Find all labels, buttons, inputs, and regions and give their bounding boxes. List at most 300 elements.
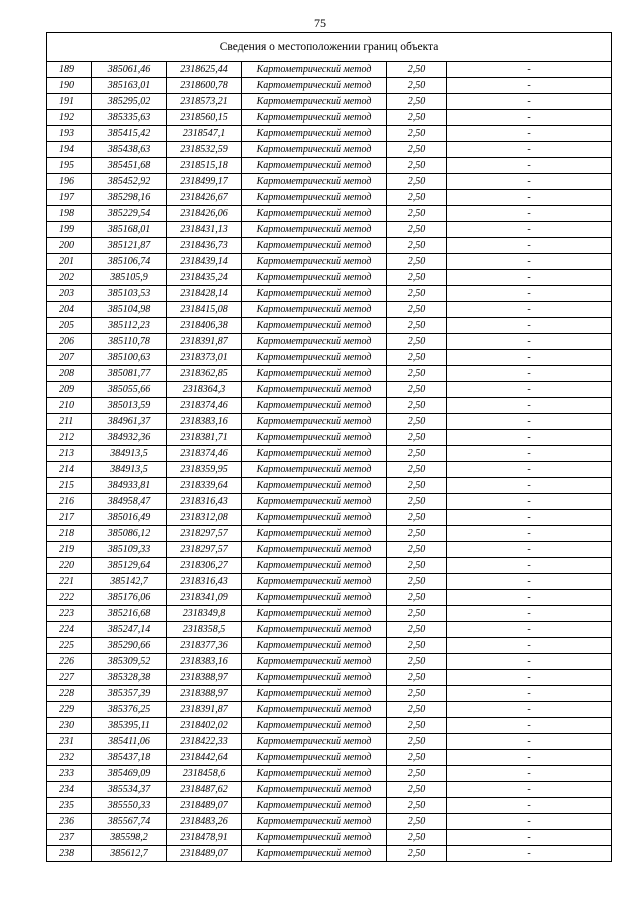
x-coordinate-cell: 385335,63 bbox=[92, 110, 167, 126]
y-coordinate-cell: 2318560,15 bbox=[167, 110, 242, 126]
note-cell: - bbox=[447, 718, 612, 734]
table-row bbox=[47, 542, 612, 558]
method-cell: Картометрический метод bbox=[242, 158, 387, 174]
y-coordinate-cell: 2318297,57 bbox=[167, 526, 242, 542]
note-cell: - bbox=[447, 190, 612, 206]
accuracy-cell: 2,50 bbox=[387, 750, 447, 766]
method-cell: Картометрический метод bbox=[242, 638, 387, 654]
y-coordinate-cell: 2318428,14 bbox=[167, 286, 242, 302]
point-number-cell: 226 bbox=[47, 654, 92, 670]
point-number-cell: 210 bbox=[47, 398, 92, 414]
method-cell: Картометрический метод bbox=[242, 670, 387, 686]
method-cell: Картометрический метод bbox=[242, 446, 387, 462]
x-coordinate-cell: 385534,37 bbox=[92, 782, 167, 798]
x-coordinate-cell: 385168,01 bbox=[92, 222, 167, 238]
table-row bbox=[47, 238, 612, 254]
table-row bbox=[47, 526, 612, 542]
point-number-cell: 201 bbox=[47, 254, 92, 270]
accuracy-cell: 2,50 bbox=[387, 158, 447, 174]
note-cell: - bbox=[447, 126, 612, 142]
accuracy-cell: 2,50 bbox=[387, 814, 447, 830]
accuracy-cell: 2,50 bbox=[387, 462, 447, 478]
accuracy-cell: 2,50 bbox=[387, 174, 447, 190]
x-coordinate-cell: 385328,38 bbox=[92, 670, 167, 686]
method-cell: Картометрический метод bbox=[242, 478, 387, 494]
x-coordinate-cell: 385357,39 bbox=[92, 686, 167, 702]
accuracy-cell: 2,50 bbox=[387, 334, 447, 350]
note-cell: - bbox=[447, 78, 612, 94]
note-cell: - bbox=[447, 558, 612, 574]
accuracy-cell: 2,50 bbox=[387, 142, 447, 158]
x-coordinate-cell: 384913,5 bbox=[92, 446, 167, 462]
method-cell: Картометрический метод bbox=[242, 654, 387, 670]
table-row bbox=[47, 846, 612, 862]
point-number-cell: 198 bbox=[47, 206, 92, 222]
note-cell: - bbox=[447, 270, 612, 286]
method-cell: Картометрический метод bbox=[242, 830, 387, 846]
x-coordinate-cell: 385105,9 bbox=[92, 270, 167, 286]
y-coordinate-cell: 2318442,64 bbox=[167, 750, 242, 766]
accuracy-cell: 2,50 bbox=[387, 494, 447, 510]
x-coordinate-cell: 385216,68 bbox=[92, 606, 167, 622]
method-cell: Картометрический метод bbox=[242, 286, 387, 302]
accuracy-cell: 2,50 bbox=[387, 590, 447, 606]
method-cell: Картометрический метод bbox=[242, 222, 387, 238]
y-coordinate-cell: 2318489,07 bbox=[167, 798, 242, 814]
table-row bbox=[47, 430, 612, 446]
method-cell: Картометрический метод bbox=[242, 782, 387, 798]
y-coordinate-cell: 2318316,43 bbox=[167, 494, 242, 510]
table-row bbox=[47, 462, 612, 478]
accuracy-cell: 2,50 bbox=[387, 782, 447, 798]
table-row bbox=[47, 350, 612, 366]
point-number-cell: 238 bbox=[47, 846, 92, 862]
y-coordinate-cell: 2318499,17 bbox=[167, 174, 242, 190]
note-cell: - bbox=[447, 590, 612, 606]
note-cell: - bbox=[447, 158, 612, 174]
point-number-cell: 233 bbox=[47, 766, 92, 782]
note-cell: - bbox=[447, 766, 612, 782]
boundary-table bbox=[46, 32, 612, 862]
table-row bbox=[47, 686, 612, 702]
y-coordinate-cell: 2318483,26 bbox=[167, 814, 242, 830]
y-coordinate-cell: 2318600,78 bbox=[167, 78, 242, 94]
x-coordinate-cell: 385121,87 bbox=[92, 238, 167, 254]
table-row bbox=[47, 222, 612, 238]
note-cell: - bbox=[447, 734, 612, 750]
y-coordinate-cell: 2318388,97 bbox=[167, 670, 242, 686]
y-coordinate-cell: 2318415,08 bbox=[167, 302, 242, 318]
x-coordinate-cell: 385176,06 bbox=[92, 590, 167, 606]
point-number-cell: 197 bbox=[47, 190, 92, 206]
y-coordinate-cell: 2318406,38 bbox=[167, 318, 242, 334]
point-number-cell: 207 bbox=[47, 350, 92, 366]
method-cell: Картометрический метод bbox=[242, 382, 387, 398]
table-row bbox=[47, 78, 612, 94]
y-coordinate-cell: 2318297,57 bbox=[167, 542, 242, 558]
accuracy-cell: 2,50 bbox=[387, 446, 447, 462]
y-coordinate-cell: 2318431,13 bbox=[167, 222, 242, 238]
note-cell: - bbox=[447, 606, 612, 622]
point-number-cell: 228 bbox=[47, 686, 92, 702]
y-coordinate-cell: 2318383,16 bbox=[167, 414, 242, 430]
y-coordinate-cell: 2318377,36 bbox=[167, 638, 242, 654]
note-cell: - bbox=[447, 334, 612, 350]
y-coordinate-cell: 2318339,64 bbox=[167, 478, 242, 494]
note-cell: - bbox=[447, 798, 612, 814]
y-coordinate-cell: 2318532,59 bbox=[167, 142, 242, 158]
point-number-cell: 190 bbox=[47, 78, 92, 94]
note-cell: - bbox=[447, 206, 612, 222]
point-number-cell: 230 bbox=[47, 718, 92, 734]
table-title: Сведения о местоположении границ объекта bbox=[47, 33, 612, 62]
point-number-cell: 236 bbox=[47, 814, 92, 830]
method-cell: Картометрический метод bbox=[242, 302, 387, 318]
note-cell: - bbox=[447, 702, 612, 718]
point-number-cell: 206 bbox=[47, 334, 92, 350]
accuracy-cell: 2,50 bbox=[387, 606, 447, 622]
x-coordinate-cell: 384961,37 bbox=[92, 414, 167, 430]
table-row bbox=[47, 766, 612, 782]
y-coordinate-cell: 2318426,67 bbox=[167, 190, 242, 206]
x-coordinate-cell: 385247,14 bbox=[92, 622, 167, 638]
accuracy-cell: 2,50 bbox=[387, 62, 447, 78]
point-number-cell: 222 bbox=[47, 590, 92, 606]
method-cell: Картометрический метод bbox=[242, 766, 387, 782]
table-row bbox=[47, 494, 612, 510]
accuracy-cell: 2,50 bbox=[387, 670, 447, 686]
table-row bbox=[47, 654, 612, 670]
method-cell: Картометрический метод bbox=[242, 574, 387, 590]
table-row bbox=[47, 510, 612, 526]
point-number-cell: 223 bbox=[47, 606, 92, 622]
y-coordinate-cell: 2318458,6 bbox=[167, 766, 242, 782]
point-number-cell: 231 bbox=[47, 734, 92, 750]
accuracy-cell: 2,50 bbox=[387, 622, 447, 638]
note-cell: - bbox=[447, 446, 612, 462]
accuracy-cell: 2,50 bbox=[387, 302, 447, 318]
accuracy-cell: 2,50 bbox=[387, 94, 447, 110]
table-row bbox=[47, 830, 612, 846]
x-coordinate-cell: 385411,06 bbox=[92, 734, 167, 750]
method-cell: Картометрический метод bbox=[242, 846, 387, 862]
point-number-cell: 199 bbox=[47, 222, 92, 238]
note-cell: - bbox=[447, 510, 612, 526]
point-number-cell: 203 bbox=[47, 286, 92, 302]
method-cell: Картометрический метод bbox=[242, 590, 387, 606]
accuracy-cell: 2,50 bbox=[387, 526, 447, 542]
accuracy-cell: 2,50 bbox=[387, 638, 447, 654]
note-cell: - bbox=[447, 238, 612, 254]
table-row bbox=[47, 190, 612, 206]
x-coordinate-cell: 385229,54 bbox=[92, 206, 167, 222]
table-row bbox=[47, 286, 612, 302]
y-coordinate-cell: 2318383,16 bbox=[167, 654, 242, 670]
y-coordinate-cell: 2318373,01 bbox=[167, 350, 242, 366]
accuracy-cell: 2,50 bbox=[387, 382, 447, 398]
point-number-cell: 235 bbox=[47, 798, 92, 814]
method-cell: Картометрический метод bbox=[242, 510, 387, 526]
table-row bbox=[47, 814, 612, 830]
method-cell: Картометрический метод bbox=[242, 494, 387, 510]
method-cell: Картометрический метод bbox=[242, 238, 387, 254]
note-cell: - bbox=[447, 622, 612, 638]
x-coordinate-cell: 385112,23 bbox=[92, 318, 167, 334]
table-row bbox=[47, 398, 612, 414]
accuracy-cell: 2,50 bbox=[387, 206, 447, 222]
x-coordinate-cell: 385106,74 bbox=[92, 254, 167, 270]
note-cell: - bbox=[447, 254, 612, 270]
x-coordinate-cell: 384958,47 bbox=[92, 494, 167, 510]
accuracy-cell: 2,50 bbox=[387, 718, 447, 734]
y-coordinate-cell: 2318306,27 bbox=[167, 558, 242, 574]
table-row bbox=[47, 302, 612, 318]
method-cell: Картометрический метод bbox=[242, 190, 387, 206]
method-cell: Картометрический метод bbox=[242, 462, 387, 478]
note-cell: - bbox=[447, 782, 612, 798]
accuracy-cell: 2,50 bbox=[387, 766, 447, 782]
method-cell: Картометрический метод bbox=[242, 718, 387, 734]
note-cell: - bbox=[447, 830, 612, 846]
accuracy-cell: 2,50 bbox=[387, 190, 447, 206]
x-coordinate-cell: 385142,7 bbox=[92, 574, 167, 590]
method-cell: Картометрический метод bbox=[242, 542, 387, 558]
note-cell: - bbox=[447, 366, 612, 382]
y-coordinate-cell: 2318391,87 bbox=[167, 702, 242, 718]
y-coordinate-cell: 2318359,95 bbox=[167, 462, 242, 478]
note-cell: - bbox=[447, 638, 612, 654]
point-number-cell: 209 bbox=[47, 382, 92, 398]
point-number-cell: 213 bbox=[47, 446, 92, 462]
accuracy-cell: 2,50 bbox=[387, 542, 447, 558]
table-row bbox=[47, 206, 612, 222]
x-coordinate-cell: 385295,02 bbox=[92, 94, 167, 110]
note-cell: - bbox=[447, 222, 612, 238]
y-coordinate-cell: 2318349,8 bbox=[167, 606, 242, 622]
x-coordinate-cell: 385452,92 bbox=[92, 174, 167, 190]
x-coordinate-cell: 385469,09 bbox=[92, 766, 167, 782]
x-coordinate-cell: 384913,5 bbox=[92, 462, 167, 478]
table-row bbox=[47, 750, 612, 766]
note-cell: - bbox=[447, 142, 612, 158]
y-coordinate-cell: 2318374,46 bbox=[167, 398, 242, 414]
method-cell: Картометрический метод bbox=[242, 350, 387, 366]
accuracy-cell: 2,50 bbox=[387, 734, 447, 750]
table-row bbox=[47, 782, 612, 798]
method-cell: Картометрический метод bbox=[242, 398, 387, 414]
method-cell: Картометрический метод bbox=[242, 734, 387, 750]
point-number-cell: 232 bbox=[47, 750, 92, 766]
y-coordinate-cell: 2318381,71 bbox=[167, 430, 242, 446]
note-cell: - bbox=[447, 174, 612, 190]
x-coordinate-cell: 385055,66 bbox=[92, 382, 167, 398]
y-coordinate-cell: 2318312,08 bbox=[167, 510, 242, 526]
x-coordinate-cell: 385437,18 bbox=[92, 750, 167, 766]
accuracy-cell: 2,50 bbox=[387, 238, 447, 254]
point-number-cell: 214 bbox=[47, 462, 92, 478]
method-cell: Картометрический метод bbox=[242, 206, 387, 222]
table-row bbox=[47, 366, 612, 382]
table-row bbox=[47, 638, 612, 654]
table-row bbox=[47, 734, 612, 750]
note-cell: - bbox=[447, 574, 612, 590]
point-number-cell: 237 bbox=[47, 830, 92, 846]
point-number-cell: 218 bbox=[47, 526, 92, 542]
x-coordinate-cell: 385081,77 bbox=[92, 366, 167, 382]
accuracy-cell: 2,50 bbox=[387, 270, 447, 286]
point-number-cell: 192 bbox=[47, 110, 92, 126]
y-coordinate-cell: 2318316,43 bbox=[167, 574, 242, 590]
table-row bbox=[47, 414, 612, 430]
accuracy-cell: 2,50 bbox=[387, 110, 447, 126]
accuracy-cell: 2,50 bbox=[387, 686, 447, 702]
y-coordinate-cell: 2318374,46 bbox=[167, 446, 242, 462]
x-coordinate-cell: 384932,36 bbox=[92, 430, 167, 446]
note-cell: - bbox=[447, 654, 612, 670]
method-cell: Картометрический метод bbox=[242, 526, 387, 542]
note-cell: - bbox=[447, 686, 612, 702]
method-cell: Картометрический метод bbox=[242, 558, 387, 574]
y-coordinate-cell: 2318436,73 bbox=[167, 238, 242, 254]
accuracy-cell: 2,50 bbox=[387, 78, 447, 94]
note-cell: - bbox=[447, 750, 612, 766]
table-row bbox=[47, 798, 612, 814]
point-number-cell: 200 bbox=[47, 238, 92, 254]
table-row bbox=[47, 702, 612, 718]
x-coordinate-cell: 385309,52 bbox=[92, 654, 167, 670]
x-coordinate-cell: 385612,7 bbox=[92, 846, 167, 862]
x-coordinate-cell: 385013,59 bbox=[92, 398, 167, 414]
table-row bbox=[47, 574, 612, 590]
accuracy-cell: 2,50 bbox=[387, 654, 447, 670]
accuracy-cell: 2,50 bbox=[387, 254, 447, 270]
point-number-cell: 196 bbox=[47, 174, 92, 190]
accuracy-cell: 2,50 bbox=[387, 398, 447, 414]
table-row bbox=[47, 382, 612, 398]
point-number-cell: 229 bbox=[47, 702, 92, 718]
note-cell: - bbox=[447, 94, 612, 110]
method-cell: Картометрический метод bbox=[242, 110, 387, 126]
y-coordinate-cell: 2318341,09 bbox=[167, 590, 242, 606]
method-cell: Картометрический метод bbox=[242, 366, 387, 382]
method-cell: Картометрический метод bbox=[242, 606, 387, 622]
accuracy-cell: 2,50 bbox=[387, 286, 447, 302]
table-row bbox=[47, 94, 612, 110]
accuracy-cell: 2,50 bbox=[387, 222, 447, 238]
table-title-row bbox=[47, 33, 612, 62]
method-cell: Картометрический метод bbox=[242, 414, 387, 430]
note-cell: - bbox=[447, 350, 612, 366]
x-coordinate-cell: 385395,11 bbox=[92, 718, 167, 734]
accuracy-cell: 2,50 bbox=[387, 414, 447, 430]
note-cell: - bbox=[447, 414, 612, 430]
point-number-cell: 202 bbox=[47, 270, 92, 286]
accuracy-cell: 2,50 bbox=[387, 510, 447, 526]
y-coordinate-cell: 2318547,1 bbox=[167, 126, 242, 142]
point-number-cell: 193 bbox=[47, 126, 92, 142]
table-row bbox=[47, 254, 612, 270]
y-coordinate-cell: 2318426,06 bbox=[167, 206, 242, 222]
accuracy-cell: 2,50 bbox=[387, 366, 447, 382]
x-coordinate-cell: 384933,81 bbox=[92, 478, 167, 494]
point-number-cell: 194 bbox=[47, 142, 92, 158]
table-row bbox=[47, 606, 612, 622]
accuracy-cell: 2,50 bbox=[387, 318, 447, 334]
note-cell: - bbox=[447, 302, 612, 318]
note-cell: - bbox=[447, 430, 612, 446]
note-cell: - bbox=[447, 318, 612, 334]
x-coordinate-cell: 385100,63 bbox=[92, 350, 167, 366]
method-cell: Картометрический метод bbox=[242, 318, 387, 334]
method-cell: Картометрический метод bbox=[242, 270, 387, 286]
accuracy-cell: 2,50 bbox=[387, 126, 447, 142]
method-cell: Картометрический метод bbox=[242, 686, 387, 702]
accuracy-cell: 2,50 bbox=[387, 478, 447, 494]
note-cell: - bbox=[447, 846, 612, 862]
y-coordinate-cell: 2318364,3 bbox=[167, 382, 242, 398]
y-coordinate-cell: 2318489,07 bbox=[167, 846, 242, 862]
method-cell: Картометрический метод bbox=[242, 798, 387, 814]
method-cell: Картометрический метод bbox=[242, 750, 387, 766]
point-number-cell: 220 bbox=[47, 558, 92, 574]
table-row bbox=[47, 334, 612, 350]
accuracy-cell: 2,50 bbox=[387, 574, 447, 590]
x-coordinate-cell: 385567,74 bbox=[92, 814, 167, 830]
method-cell: Картометрический метод bbox=[242, 430, 387, 446]
point-number-cell: 204 bbox=[47, 302, 92, 318]
method-cell: Картометрический метод bbox=[242, 62, 387, 78]
x-coordinate-cell: 385376,25 bbox=[92, 702, 167, 718]
x-coordinate-cell: 385109,33 bbox=[92, 542, 167, 558]
method-cell: Картометрический метод bbox=[242, 126, 387, 142]
note-cell: - bbox=[447, 398, 612, 414]
x-coordinate-cell: 385103,53 bbox=[92, 286, 167, 302]
table-row bbox=[47, 142, 612, 158]
page-number: 75 bbox=[314, 16, 326, 30]
method-cell: Картометрический метод bbox=[242, 334, 387, 350]
point-number-cell: 195 bbox=[47, 158, 92, 174]
note-cell: - bbox=[447, 526, 612, 542]
point-number-cell: 216 bbox=[47, 494, 92, 510]
accuracy-cell: 2,50 bbox=[387, 350, 447, 366]
method-cell: Картометрический метод bbox=[242, 174, 387, 190]
accuracy-cell: 2,50 bbox=[387, 830, 447, 846]
table-row bbox=[47, 174, 612, 190]
table-row bbox=[47, 478, 612, 494]
method-cell: Картометрический метод bbox=[242, 702, 387, 718]
y-coordinate-cell: 2318358,5 bbox=[167, 622, 242, 638]
table-row bbox=[47, 110, 612, 126]
accuracy-cell: 2,50 bbox=[387, 558, 447, 574]
y-coordinate-cell: 2318362,85 bbox=[167, 366, 242, 382]
note-cell: - bbox=[447, 670, 612, 686]
note-cell: - bbox=[447, 494, 612, 510]
y-coordinate-cell: 2318435,24 bbox=[167, 270, 242, 286]
table-row bbox=[47, 270, 612, 286]
table-row bbox=[47, 590, 612, 606]
accuracy-cell: 2,50 bbox=[387, 846, 447, 862]
table-row bbox=[47, 158, 612, 174]
method-cell: Картометрический метод bbox=[242, 94, 387, 110]
table-row bbox=[47, 622, 612, 638]
note-cell: - bbox=[447, 462, 612, 478]
y-coordinate-cell: 2318439,14 bbox=[167, 254, 242, 270]
note-cell: - bbox=[447, 62, 612, 78]
method-cell: Картометрический метод bbox=[242, 142, 387, 158]
y-coordinate-cell: 2318515,18 bbox=[167, 158, 242, 174]
accuracy-cell: 2,50 bbox=[387, 702, 447, 718]
y-coordinate-cell: 2318402,02 bbox=[167, 718, 242, 734]
